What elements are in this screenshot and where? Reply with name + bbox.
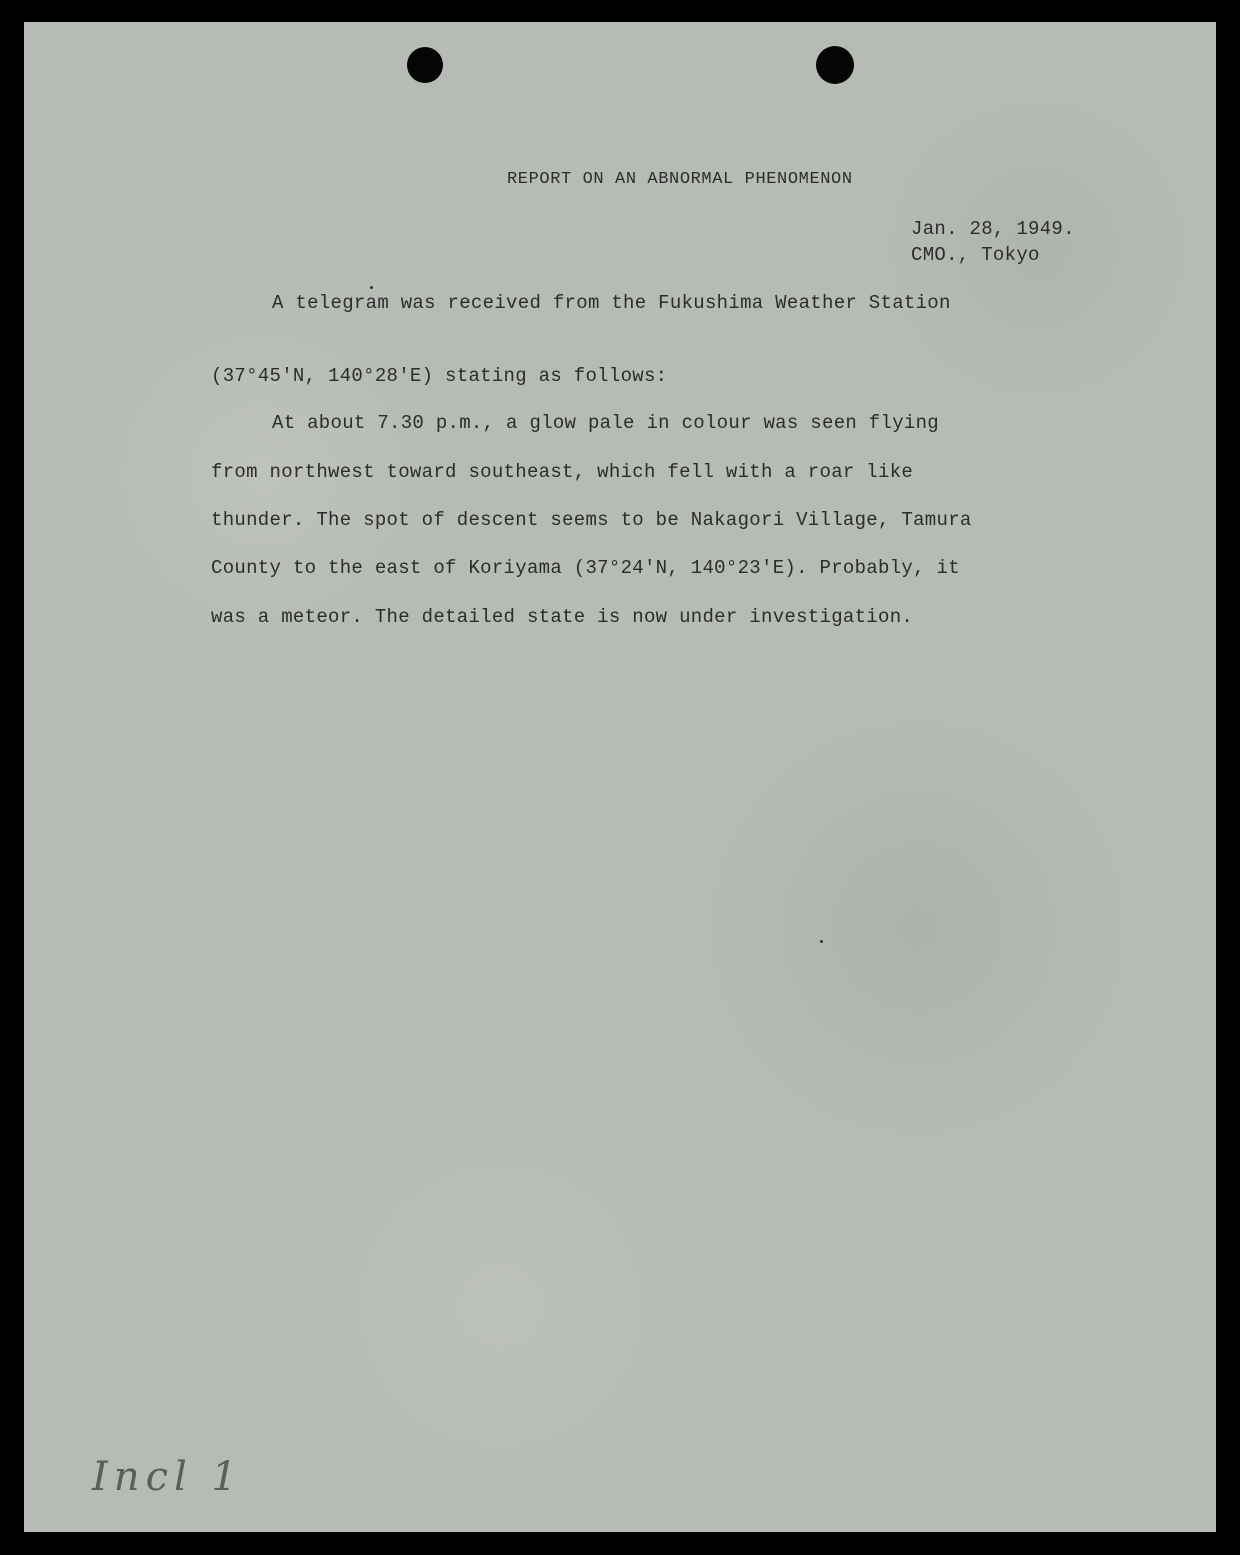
body-line: thunder. The spot of descent seems to be Nakagori Village, Tamura — [211, 509, 972, 531]
body-line: A telegram was received from the Fukushima Weather Station — [272, 292, 951, 314]
report-origin: CMO., Tokyo — [911, 244, 1040, 266]
ink-speck — [820, 940, 823, 943]
body-line: (37°45'N, 140°28'E) stating as follows: — [211, 365, 668, 387]
body-line: County to the east of Koriyama (37°24'N, 140°23'E). Probably, it — [211, 557, 960, 579]
body-line: from northwest toward southeast, which fell with a roar like — [211, 461, 914, 483]
punch-hole-left — [407, 47, 443, 83]
paper-sheet — [24, 22, 1216, 1532]
body-line: At about 7.30 p.m., a glow pale in colour was seen flying — [272, 412, 940, 434]
ink-speck — [370, 286, 373, 289]
report-title: REPORT ON AN ABNORMAL PHENOMENON — [507, 170, 853, 189]
body-line: was a meteor. The detailed state is now under investigation. — [211, 606, 914, 628]
punch-hole-right — [816, 46, 854, 84]
handwritten-enclosure-note: Incl 1 — [92, 1454, 243, 1500]
report-date: Jan. 28, 1949. — [911, 218, 1075, 240]
